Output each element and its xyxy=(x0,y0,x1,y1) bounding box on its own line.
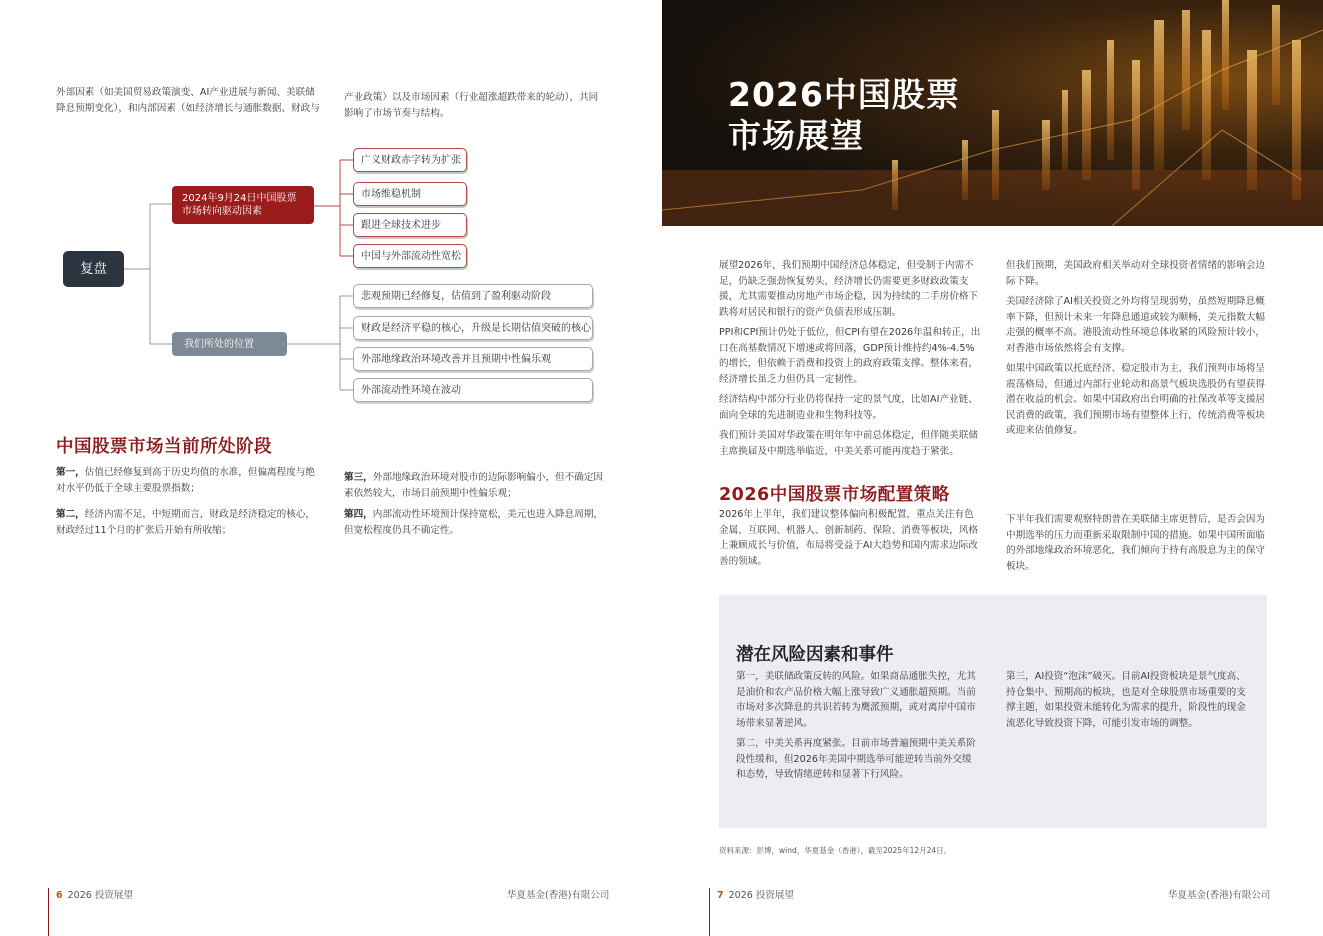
footer-title: 2026 投资展望 xyxy=(67,890,133,901)
point-key: 第三， xyxy=(344,472,373,483)
point-text: 外部地缘政治环境对股市的边际影响偏小，但不确定因素依然较大，市场目前预期中性偏乐观； xyxy=(344,472,604,499)
point-text: 估值已经修复到高于历史均值的水准，但偏离程度与绝对水平仍低于全球主要股票指数； xyxy=(56,467,316,494)
point-key: 第二， xyxy=(56,509,85,520)
page-number: 7 xyxy=(717,890,724,901)
intro-text-col1: 外部因素（如美国贸易政策演变、AI产业进展与新闻、美联储降息预期变化），和内部因素（如经济增长与通胀数据、财政与 xyxy=(56,87,320,114)
mindmap-leaf-item: 悲观预期已经修复，估值到了盈利驱动阶段 xyxy=(353,284,593,308)
outlook-paragraph: 展望2026年，我们预期中国经济总体稳定，但受制于内需不足，仍缺乏强劲恢复势头，经济增长仍需要更多财政政策支援，尤其需要推动房地产市场企稳，因为持续的二手房价格下跌将对居民和银行的资产负债表形成压制。 xyxy=(719,260,979,318)
hero-title xyxy=(728,74,960,156)
mindmap-leaf-item: 跟进全球技术进步 xyxy=(353,213,467,237)
outlook-col1 xyxy=(719,258,981,459)
left-page xyxy=(0,0,661,936)
mindmap-branch-position: 我们所处的位置 xyxy=(172,332,287,356)
risk-paragraph: 第二，中美关系再度紧张。目前市场普遍预期中美关系阶段性缓和，但2026年美国中期选举可能逆转当前外交缓和态势，导致情绪逆转和显著下行风险。 xyxy=(736,738,976,780)
point-text: 内部流动性环境预计保持宽松，美元也进入降息周期，但宽松程度仍具不确定性。 xyxy=(344,509,604,536)
section-title-strategy: 2026中国股票市场配置策略 xyxy=(719,485,950,505)
point-2 xyxy=(56,507,321,538)
risk-paragraph: 第三，AI投资“泡沫”破灭。目前AI投资板块是景气度高、持仓集中、预期高的板块，也是对全球股票市场重要的支撑主题，如果投资未能转化为需求的提升，阶段性的现金流恶化导致投资下降，可能引发市场的调整。 xyxy=(1006,671,1246,729)
outlook-paragraph: 经济结构中部分行业仍将保持一定的景气度，比如AI产业链、面向全球的先进制造业和生物科技等。 xyxy=(719,394,978,421)
mindmap-leaf-item: 中国与外部流动性宽松 xyxy=(353,244,467,268)
point-1 xyxy=(56,465,321,496)
strategy-col1: 2026年上半年，我们建议整体偏向积极配置，重点关注有色金属、互联网、机器人、创新制药、保险、消费等板块，风格上兼顾成长与价值，布局将受益于AI大趋势和国内需求边际改善的领域。 xyxy=(719,509,979,567)
mindmap-leaf-item: 广义财政赤字转为扩张 xyxy=(353,148,467,172)
footer-rule xyxy=(709,888,710,936)
risk-col1 xyxy=(736,669,981,783)
point-4 xyxy=(344,507,606,538)
risk-paragraph: 第一，美联储政策反转的风险。如果商品通胀失控，尤其是油价和农产品价格大幅上涨导致广义通胀超预期。当前市场对多次降息的共识若转为鹰派预期，或对离岸中国市场带来显著逆风。 xyxy=(736,671,976,729)
page-number: 6 xyxy=(56,890,63,901)
hero-title-line1: 2026中国股票 xyxy=(728,75,960,114)
footer-company: 华夏基金(香港)有限公司 xyxy=(1168,890,1271,901)
point-key: 第一， xyxy=(56,467,85,478)
outlook-paragraph: PPI和CPI预计仍处于低位，但CPI有望在2026年温和转正，出口在高基数情况下增速或将回落，GDP预计维持约4%-4.5%的增长，但依赖于消费和投资上的政府政策支撑。整体来看，经济增长虽乏力但仍具一定韧性。 xyxy=(719,327,981,385)
risk-title: 潜在风险因素和事件 xyxy=(736,645,894,665)
mindmap-leaf-item: 外部地缘政治环境改善并且预期中性偏乐观 xyxy=(353,347,593,371)
footer-rule xyxy=(48,888,49,936)
point-key: 第四， xyxy=(344,509,373,520)
outlook-paragraph: 但我们预期，美国政府相关举动对全球投资者情绪的影响会边际下降。 xyxy=(1006,260,1266,287)
footer-page-label xyxy=(56,887,133,901)
section-title-current-stage: 中国股票市场当前所处阶段 xyxy=(56,437,272,457)
mindmap-branch-drivers: 2024年9月24日中国股票市场转向驱动因素 xyxy=(172,186,314,224)
outlook-paragraph: 如果中国政策以托底经济、稳定股市为主，我们预判市场将呈震荡格局，但通过内部行业轮动和高景气板块选股仍有望获得潜在收益的机会。如果中国政府出台明确的社保改革等支援居民消费的政策，我们预期市场有望整体上行，传统消费等板块或迎来估值修复。 xyxy=(1006,363,1266,436)
strategy-col2: 下半年我们需要观察特朗普在美联储主席更替后，是否会因为中期选举的压力而重新采取限制中国的措施。如果中国所面临的外部地缘政治环境恶化，我们倾向于持有高股息为主的保守板块。 xyxy=(1006,514,1266,572)
mindmap-leaf-item: 市场维稳机制 xyxy=(353,182,467,206)
mindmap-leaf-item: 外部流动性环境在波动 xyxy=(353,378,593,402)
risk-col2 xyxy=(1006,669,1251,731)
point-3 xyxy=(344,470,606,501)
footer-title: 2026 投资展望 xyxy=(728,890,794,901)
outlook-paragraph: 我们预计美国对华政策在明年年中前总体稳定，但伴随美联储主席换届及中期选举临近，中美关系可能再度趋于紧张。 xyxy=(719,430,979,457)
outlook-col2 xyxy=(1006,258,1268,439)
point-text: 经济内需不足，中短期而言，财政是经济稳定的核心，财政经过11个月的扩张后开始有所收缩； xyxy=(56,509,316,536)
hero-title-line2: 市场展望 xyxy=(728,116,864,155)
mindmap-root-node: 复盘 xyxy=(63,251,124,287)
source-note: 资料来源：彭博，wind，华夏基金（香港），截至2025年12月24日。 xyxy=(719,846,952,855)
intro-text-col2: 产业政策）以及市场因素（行业超涨超跌带来的轮动），共同影响了市场节奏与结构。 xyxy=(344,92,599,119)
footer-page-label xyxy=(717,887,794,901)
footer-company: 华夏基金(香港)有限公司 xyxy=(507,890,610,901)
outlook-paragraph: 美国经济除了AI相关投资之外均将呈现弱势，虽然短期降息概率下降，但预计未来一年降息通道或较为顺畅，美元指数大幅走强的概率不高。港股流动性环境总体收紧的风险预计较小，对香港市场依然将会有支撑。 xyxy=(1006,296,1266,354)
mindmap-leaf-item: 财政是经济平稳的核心，升级是长期估值突破的核心 xyxy=(353,316,593,340)
